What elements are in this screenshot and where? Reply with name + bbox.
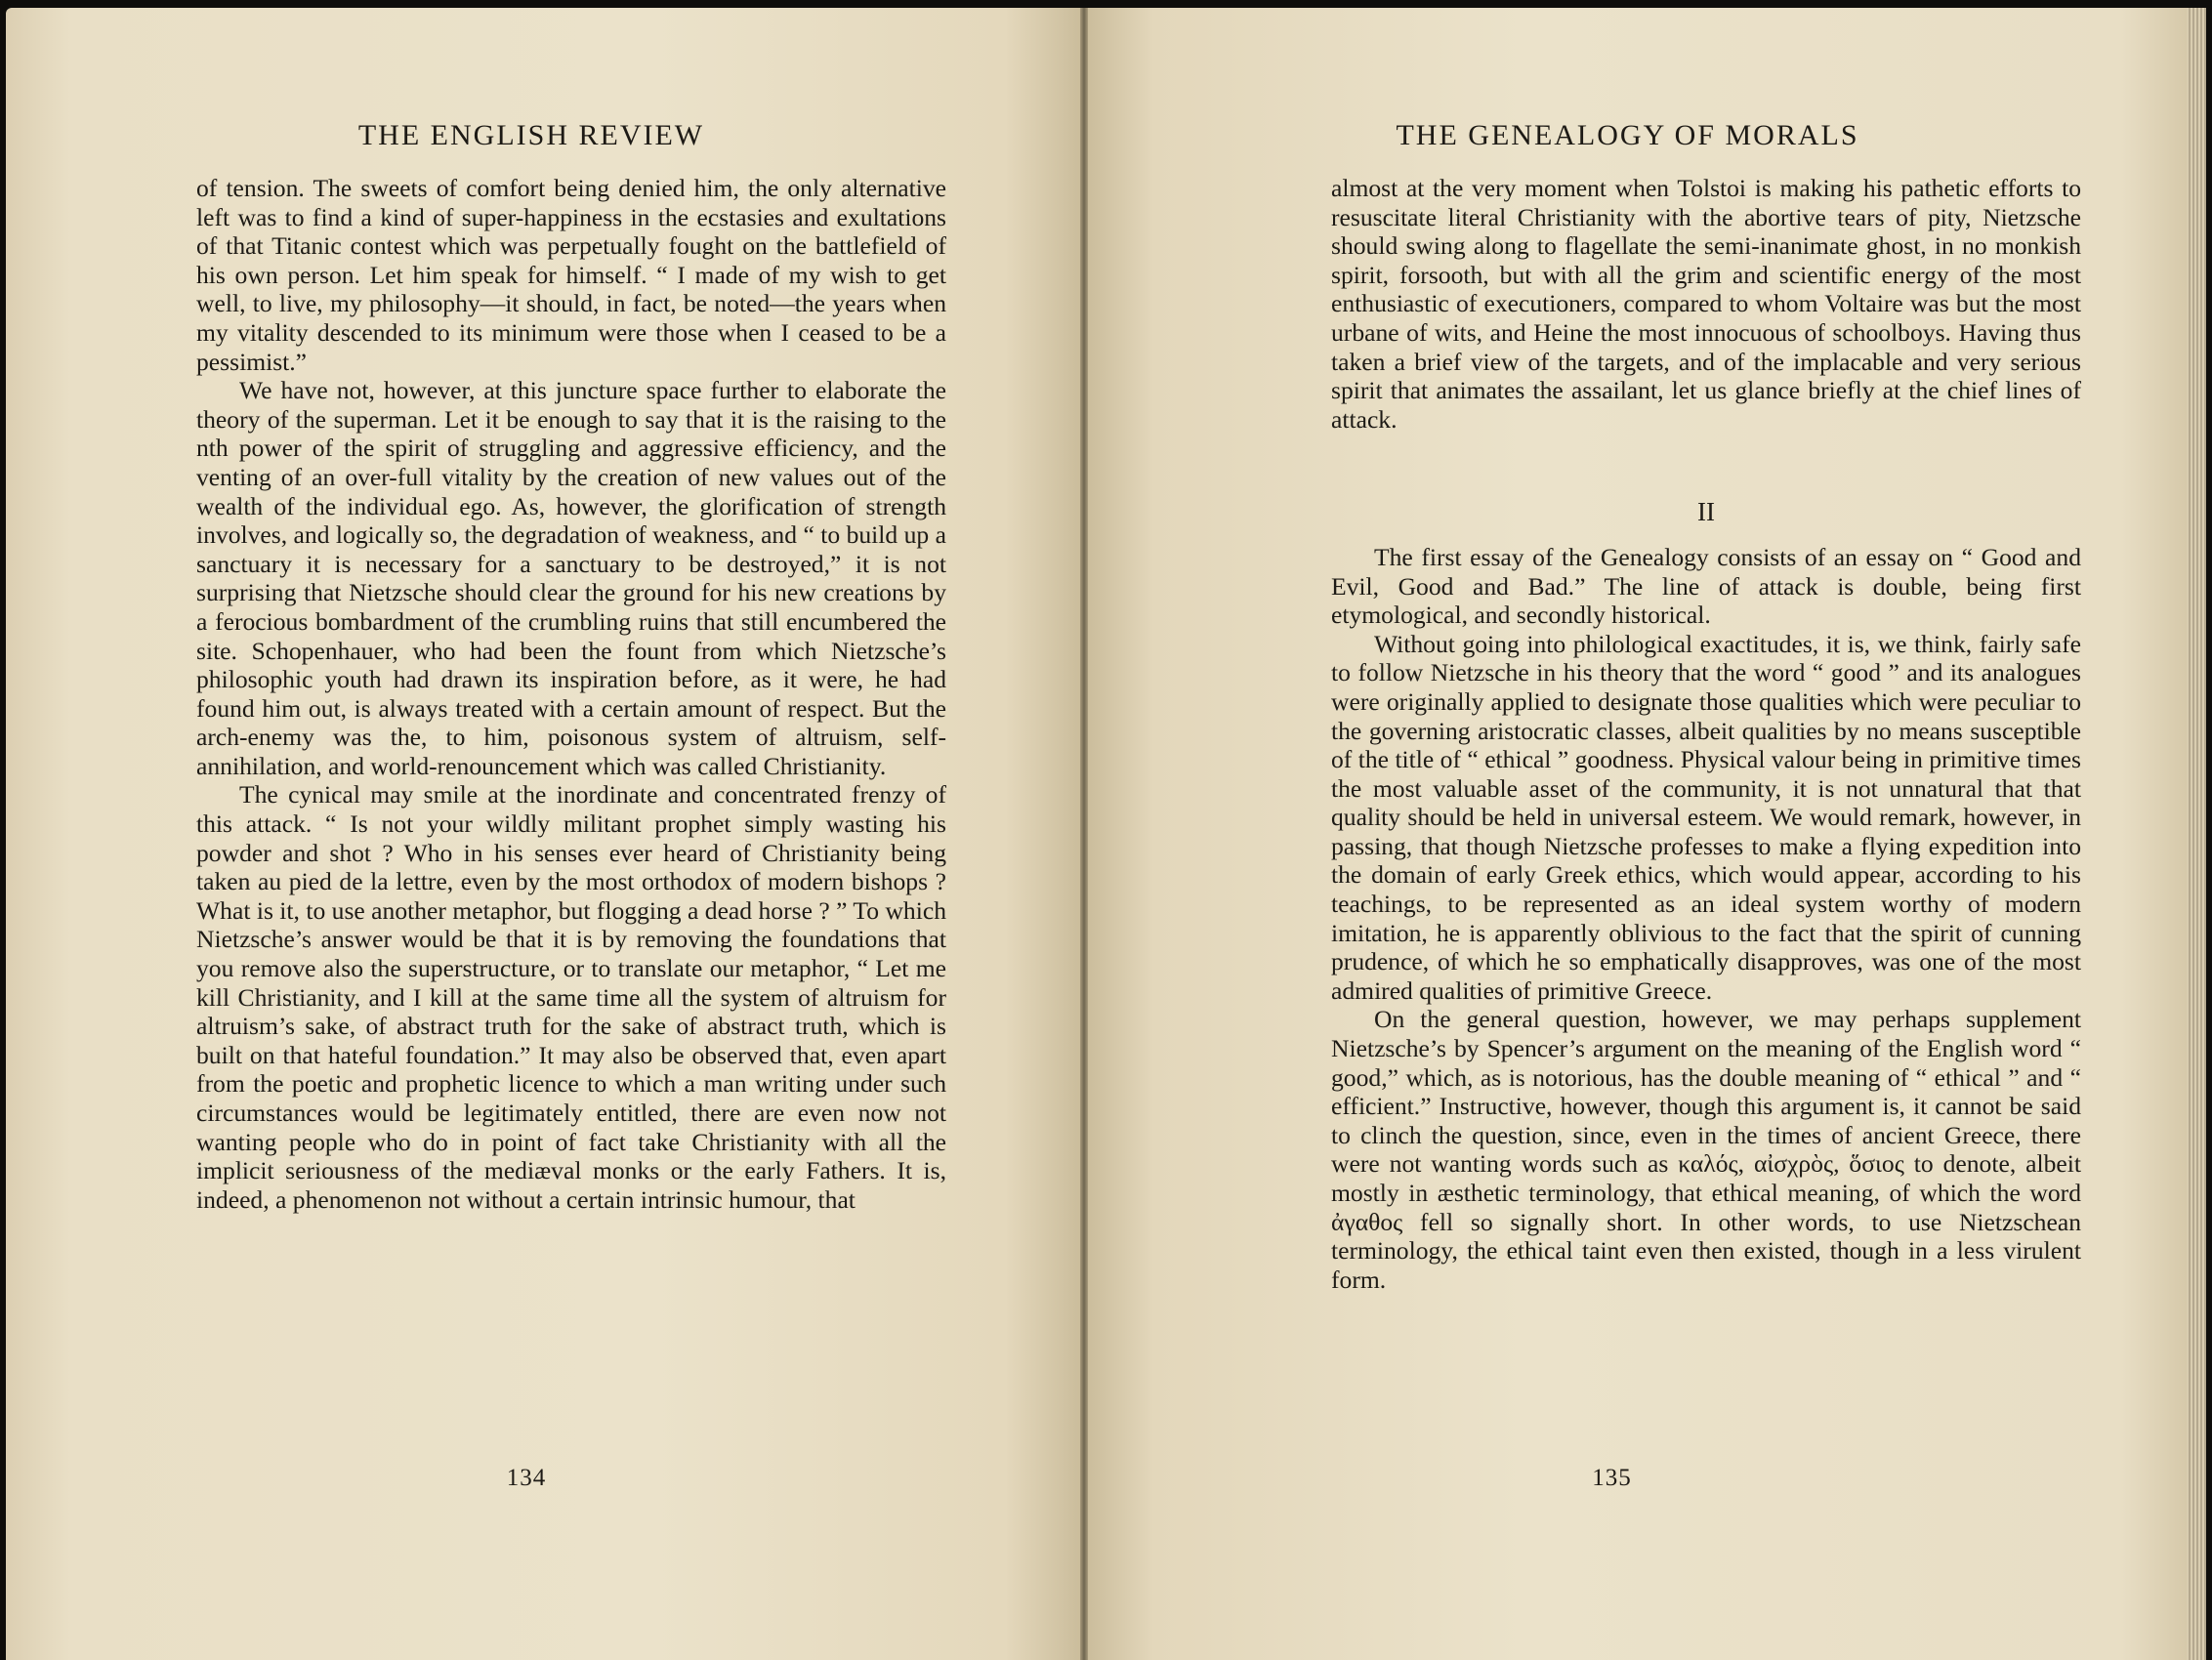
left-page [6, 8, 1080, 1660]
page-number-right: 135 [1592, 1465, 1632, 1491]
running-head-right: THE GENEALOGY OF MORALS [1396, 119, 1859, 151]
running-head-left: THE ENGLISH REVIEW [357, 119, 705, 151]
section-number: II [1697, 497, 1715, 527]
right-page-body [1331, 174, 2081, 1294]
paragraph: We have not, however, at this juncture space further to elaborate the theory of the superman. Let it be enough to say that it is the raising to the nth power of the spirit of struggling and aggressive efficiency, and the venting of an over-full vitality by the creation of new values out of the wealth of the individual ego. As, however, the glorification of strength involves, and logically so, the degradation of weakness, and “ to build up a sanctuary it is necessary for a sanctuary to be destroyed,” it is not surprising that Nietzsche should clear the ground for his new creations by a ferocious bombardment of the crumbling ruins that still encumbered the site. Schopenhauer, who had been the fount from which Nietzsche’s philosophic youth had drawn its inspiration before, as it were, he had found him out, is always treated with a certain amount of respect. But the arch-enemy was the, to him, poisonous system of altruism, self-annihilation, and world-renouncement which was called Christianity. [196, 376, 946, 780]
paragraph: Without going into philological exactitudes, it is, we think, fairly safe to follow Nietzsche in his theory that the word “ good ” and its analogues were originally applied to designate those qualities which were peculiar to the governing aristocratic classes, albeit qualities by no means susceptible of the title of “ ethical ” goodness. Physical valour being in primitive times the most valuable asset of the community, it is not unnatural that that quality should be held in universal esteem. We would remark, however, in passing, that though Nietzsche professes to make a flying expedition into the domain of early Greek ethics, which would appear, according to his teachings, to be represented as an ideal system worthy of modern imitation, he is apparently oblivious to the fact that the spirit of cunning prudence, of which he so emphatically disapproves, was one of the most admired qualities of primitive Greece. [1331, 629, 2081, 1005]
paragraph: On the general question, however, we may perhaps supplement Nietzsche’s by Spencer’s argument on the meaning of the English word “ good,” which, as is notorious, has the double meaning of “ ethical ” and “ efficient.” Instructive, however, though this argument is, it cannot be said to clinch the question, since, even in the times of ancient Greece, there were not wanting words such as καλός, αἰσχρὸς, ὅσιος to denote, albeit mostly in æsthetic terminology, that ethical meaning, of which the word ἀγαθος fell so signally short. In other words, to use Nietzschean terminology, the ethical taint even then existed, though in a less virulent form. [1331, 1005, 2081, 1294]
book-gutter [1080, 8, 1088, 1660]
paragraph: The first essay of the Genealogy consists of an essay on “ Good and Evil, Good and Bad.” The line of attack is double, being first etymological, and secondly historical. [1331, 542, 2081, 630]
paragraph: almost at the very moment when Tolstoi is making his pathetic efforts to resuscitate literal Christianity with the abortive tears of pity, Nietzsche should swing along to flagellate the semi-inanimate ghost, in no monkish spirit, forsooth, but with all the grim and scientific energy of the most enthusiastic of executioners, compared to whom Voltaire was but the most urbane of wits, and Heine the most innocuous of schoolboys. Having thus taken a brief view of the targets, and of the implacable and very serious spirit that animates the assailant, let us glance briefly at the chief lines of attack. [1331, 174, 2081, 434]
paragraph: of tension. The sweets of comfort being denied him, the only alternative left was to find a kind of super-happiness in the ecstasies and exultations of that Titanic contest which was perpetually fought on the battlefield of his own person. Let him speak for himself. “ I made of my wish to get well, to live, my philosophy—it should, in fact, be noted—the years when my vitality descended to its minimum were those when I ceased to be a pessimist.” [196, 174, 946, 376]
page-number-left: 134 [506, 1465, 547, 1491]
page-edges [2187, 8, 2206, 1660]
right-page [1088, 8, 2187, 1660]
paragraph: The cynical may smile at the inordinate and concentrated frenzy of this attack. “ Is not your wildly militant prophet simply wasting his powder and shot ? Who in his senses ever heard of Christianity being taken au pied de la lettre, even by the most orthodox of modern bishops ? What is it, to use another metaphor, but flogging a dead horse ? ” To which Nietzsche’s answer would be that it is by removing the foundations that you remove also the superstructure, or to translate our metaphor, “ Let me kill Christianity, and I kill at the same time all the system of altruism for altruism’s sake, of abstract truth for the sake of abstract truth, which is built on that hateful foundation.” It may also be observed that, even apart from the poetic and prophetic licence to which a man writing under such circumstances would be legitimately entitled, there are even now not wanting people who do in point of fact take Christianity with all the implicit seriousness of the mediæval monks or the early Fathers. It is, indeed, a phenomenon not without a certain intrinsic humour, that [196, 780, 946, 1214]
open-book-spread [6, 8, 2206, 1660]
left-page-body [196, 174, 946, 1214]
